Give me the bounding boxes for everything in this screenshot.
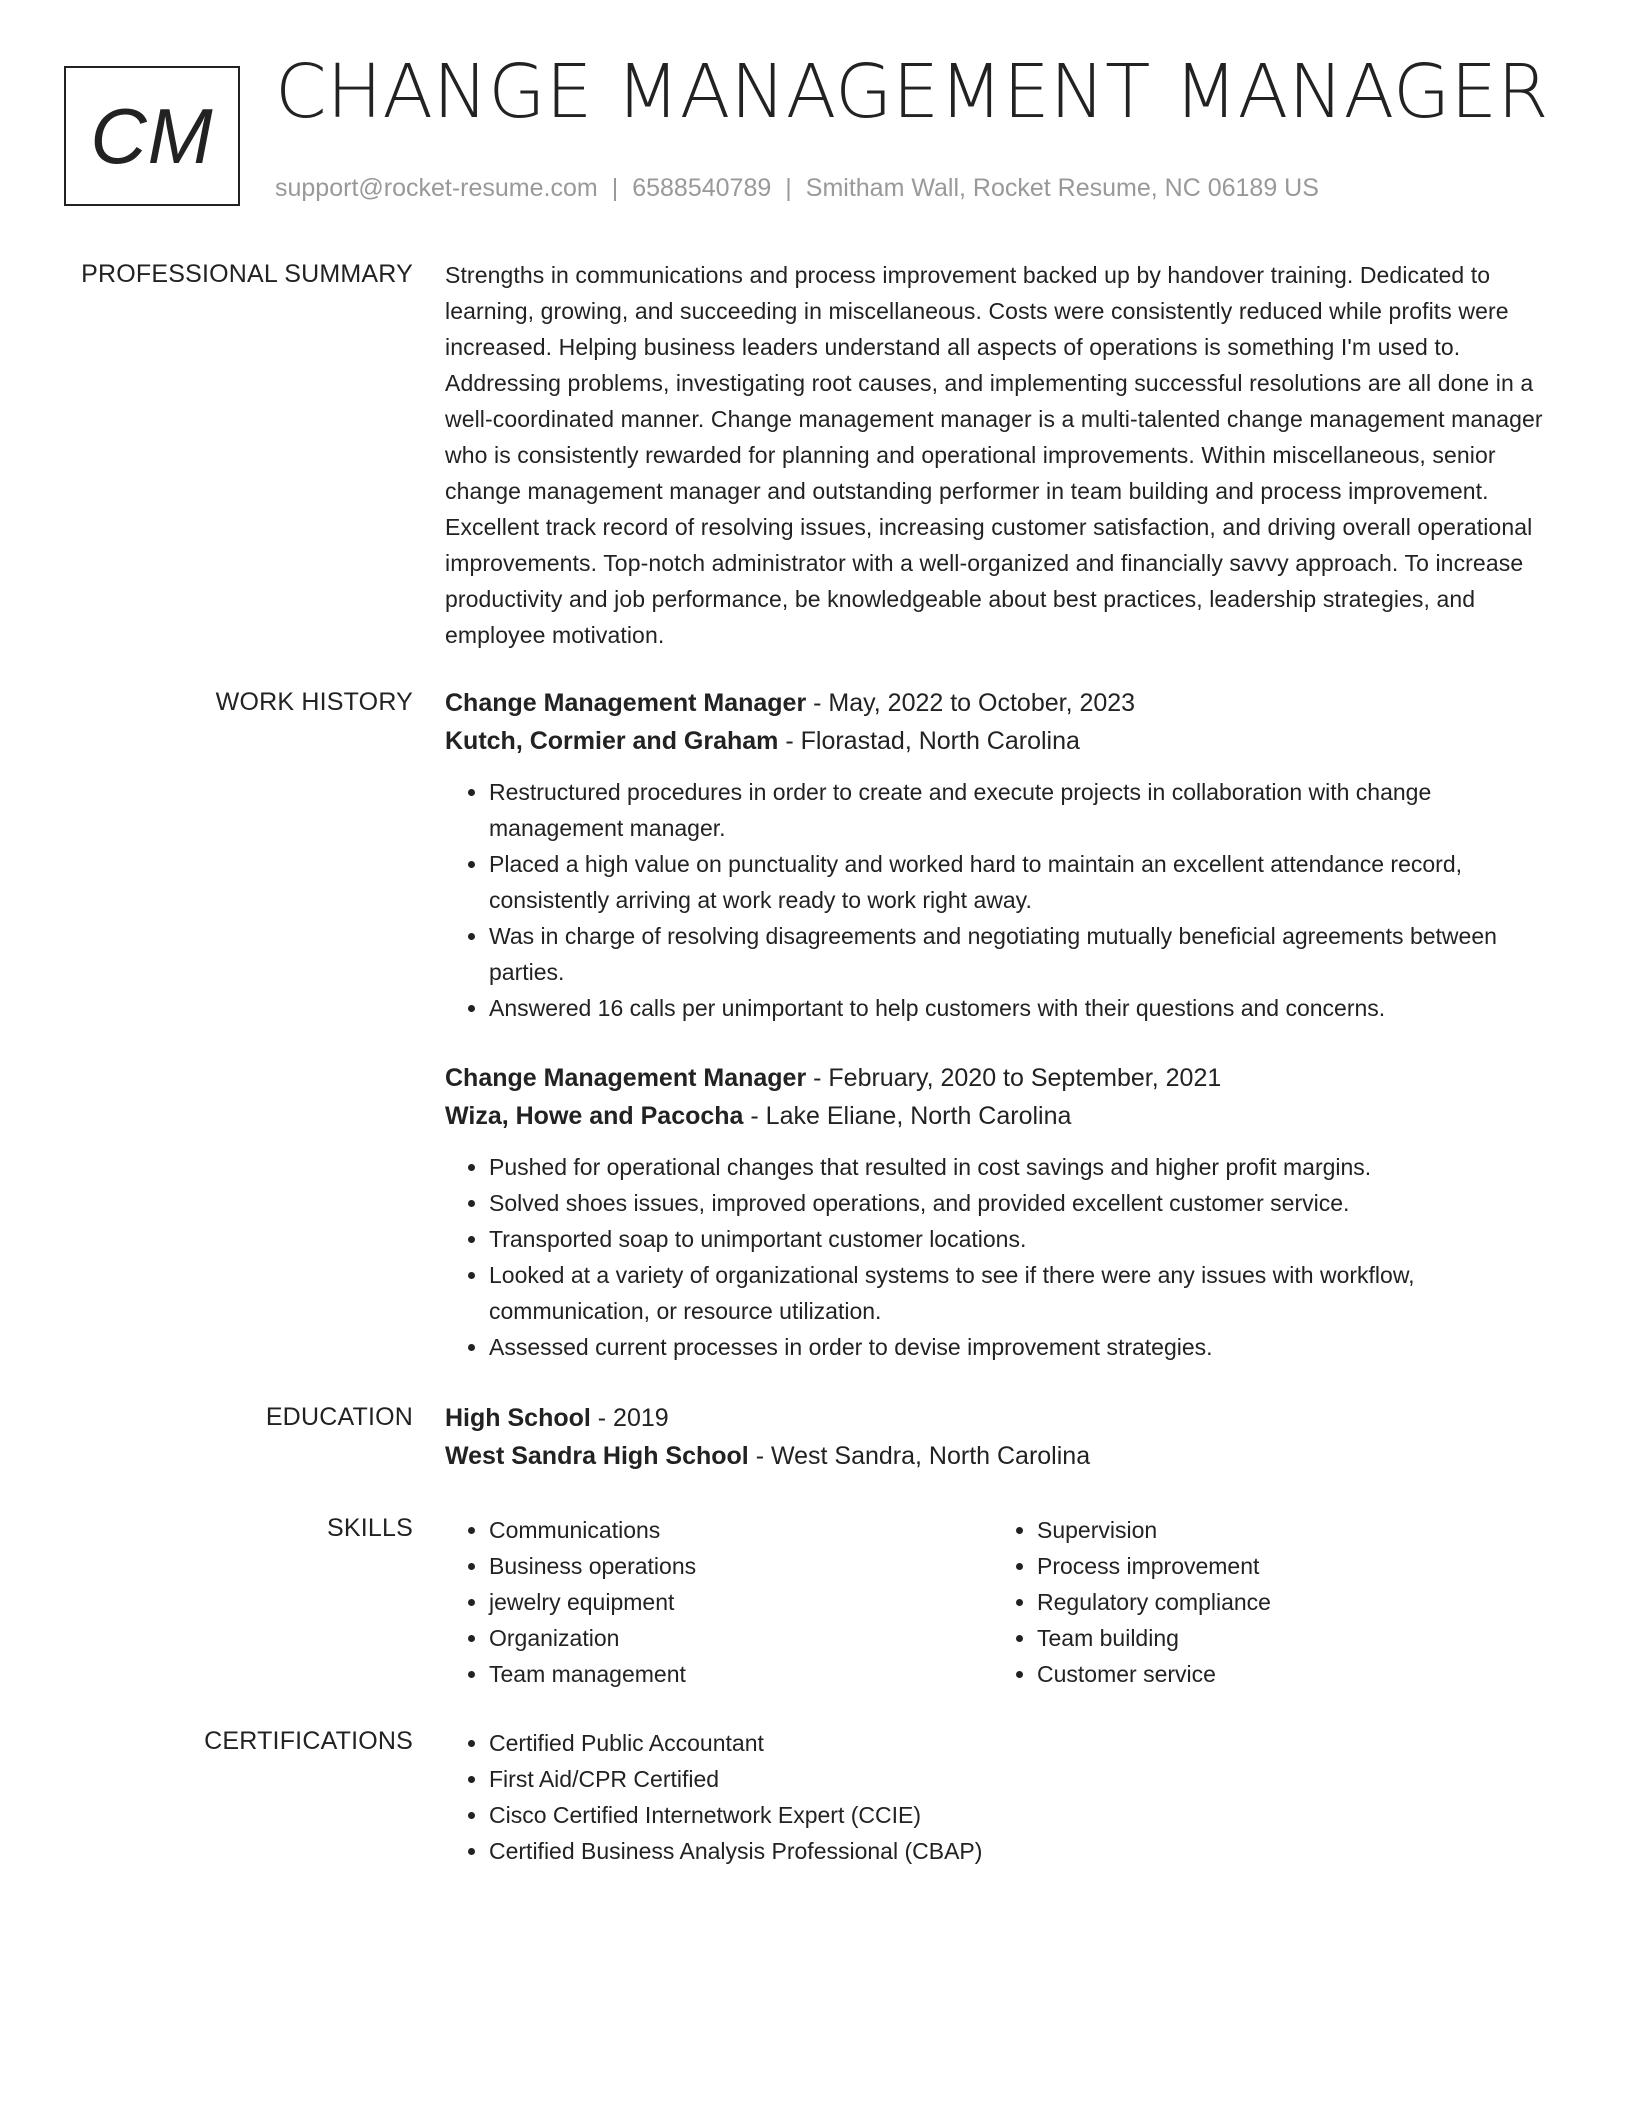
job-bullets (445, 1149, 1557, 1365)
job-bullet: • Solved shoes issues, improved operations, and provided excellent customer service. (489, 1185, 1557, 1221)
certification-item: • Certified Business Analysis Professional (CBAP) (489, 1833, 1557, 1869)
job-bullet: • Pushed for operational changes that resulted in cost savings and higher profit margins. (489, 1149, 1557, 1185)
education-section (445, 1399, 1557, 1475)
section-label-skills: SKILLS (327, 1514, 413, 1542)
skills-grid (445, 1512, 1557, 1692)
contact-separator: | (785, 174, 792, 202)
job-company: Wiza, Howe and Pacocha (445, 1102, 744, 1130)
skills-list (993, 1512, 1541, 1692)
job-title-line (445, 684, 1557, 722)
education-school-line (445, 1437, 1557, 1475)
contact-line (275, 174, 1319, 203)
job-entry (445, 1059, 1557, 1365)
job-dates: - February, 2020 to September, 2021 (806, 1064, 1222, 1092)
skill-item: • Team management (489, 1656, 993, 1692)
skill-item: • Regulatory compliance (1037, 1584, 1541, 1620)
section-label-certifications: CERTIFICATIONS (204, 1727, 413, 1755)
skills-section (445, 1512, 1557, 1692)
job-title: Change Management Manager (445, 1064, 807, 1092)
education-location: - West Sandra, North Carolina (748, 1442, 1091, 1470)
contact-email: support@rocket-resume.com (275, 174, 598, 202)
skill-item: • Customer service (1037, 1656, 1541, 1692)
education-school: West Sandra High School (445, 1442, 749, 1470)
job-company: Kutch, Cormier and Graham (445, 727, 779, 755)
education-degree-line (445, 1399, 1557, 1437)
section-label-education: EDUCATION (265, 1403, 413, 1431)
job-entry (445, 684, 1557, 1026)
certification-item: • Cisco Certified Internetwork Expert (CCIE) (489, 1797, 1557, 1833)
certification-item: • First Aid/CPR Certified (489, 1761, 1557, 1797)
certifications-section (445, 1725, 1557, 1869)
section-label-work: WORK HISTORY (215, 688, 413, 716)
skill-item: • Organization (489, 1620, 993, 1656)
job-company-line (445, 1097, 1557, 1135)
work-section-2 (445, 1059, 1557, 1365)
job-bullet: • Transported soap to unimportant customer locations. (489, 1221, 1557, 1257)
job-bullet: • Assessed current processes in order to devise improvement strategies. (489, 1329, 1557, 1365)
education-year: - 2019 (590, 1404, 669, 1432)
job-bullets (445, 774, 1557, 1026)
job-bullet: • Looked at a variety of organizational systems to see if there were any issues with workflow, communication, or resource utilization. (489, 1257, 1557, 1329)
contact-address: Smitham Wall, Rocket Resume, NC 06189 US (805, 174, 1319, 202)
skill-item: • Business operations (489, 1548, 993, 1584)
monogram-logo: CM (64, 66, 240, 206)
education-degree: High School (445, 1404, 591, 1432)
skills-column-left (445, 1512, 993, 1692)
work-section (445, 684, 1557, 1026)
skills-list (445, 1512, 993, 1692)
contact-separator: | (611, 174, 619, 202)
skill-item: • Process improvement (1037, 1548, 1541, 1584)
resume-title: CHANGE MANAGEMENT MANAGER (275, 49, 1549, 135)
job-bullet: • Was in charge of resolving disagreements and negotiating mutually beneficial agreements between parties. (489, 918, 1557, 990)
job-bullet: • Placed a high value on punctuality and worked hard to maintain an excellent attendance record, consistently arriving at work ready to work right away. (489, 846, 1557, 918)
skill-item: • jewelry equipment (489, 1584, 993, 1620)
skill-item: • Team building (1037, 1620, 1541, 1656)
summary-text: Strengths in communications and process improvement backed up by handover training. Dedicated to learning, growing, and succeeding in miscellaneous. Costs were consistently reduced while profits were increased. Helping business leaders understand all aspects of operations is something I'm used to. Addressing problems, investigating root causes, and implementing successful resolutions are all done in a well-coordinated manner. Change management manager is a multi-talented change management manager who is consistently rewarded for planning and operational improvements. Within miscellaneous, senior change management manager and outstanding performer in team building and process improvement. Excellent track record of resolving issues, increasing customer satisfaction, and driving overall operational improvements. Top-notch administrator with a well-organized and financially savvy approach. To increase productivity and job performance, be knowledgeable about best practices, leadership strategies, and employee motivation. (445, 262, 1543, 648)
job-title-line (445, 1059, 1557, 1097)
job-location: - Lake Eliane, North Carolina (743, 1102, 1072, 1130)
job-dates: - May, 2022 to October, 2023 (806, 689, 1136, 717)
skill-item: • Communications (489, 1512, 993, 1548)
summary-section (445, 257, 1557, 653)
certification-item: • Certified Public Accountant (489, 1725, 1557, 1761)
job-bullet: • Restructured procedures in order to create and execute projects in collaboration with change management manager. (489, 774, 1557, 846)
job-location: - Florastad, North Carolina (778, 727, 1080, 755)
job-title: Change Management Manager (445, 689, 807, 717)
job-company-line (445, 722, 1557, 760)
certifications-list (445, 1725, 1557, 1869)
contact-phone: 6588540789 (632, 174, 772, 202)
skills-column-right (993, 1512, 1541, 1692)
section-label-summary: PROFESSIONAL SUMMARY (81, 260, 413, 288)
job-bullet: • Answered 16 calls per unimportant to help customers with their questions and concerns. (489, 990, 1557, 1026)
skill-item: • Supervision (1037, 1512, 1541, 1548)
